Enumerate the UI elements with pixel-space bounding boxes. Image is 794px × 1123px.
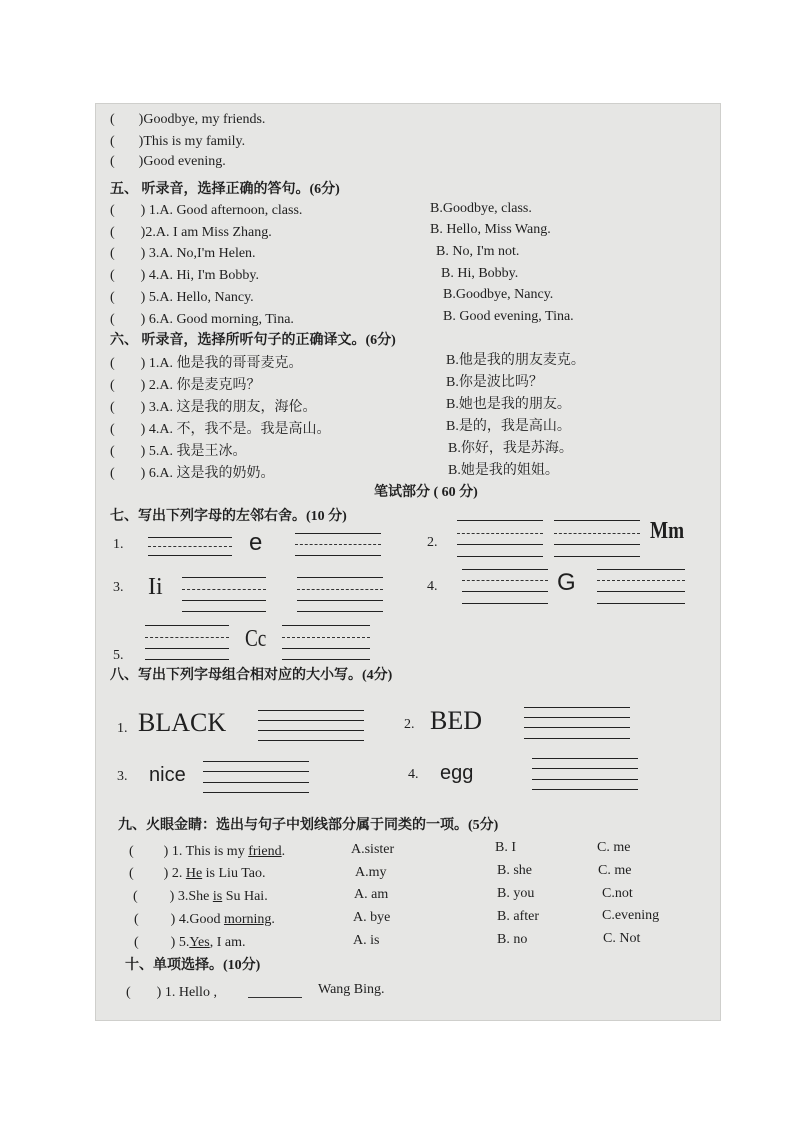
writing-line	[203, 761, 309, 762]
sec5-item-3-b: B. No, I'm not.	[436, 244, 520, 259]
sec6-item-4-a: ( ) 4.A. 不，我不是。我是高山。	[110, 422, 331, 437]
sec5-item-4-a: ( ) 4.A. Hi, I'm Bobby.	[110, 268, 259, 283]
writing-line	[597, 603, 685, 604]
writing-line	[295, 533, 381, 534]
sec9-item-1: ( ) 1. This is my friend.	[129, 844, 286, 859]
top-item-3: ( )Good evening.	[110, 154, 226, 169]
sec7-num-1: 1.	[113, 537, 124, 552]
writing-line	[554, 544, 640, 545]
writing-line	[462, 591, 548, 592]
writing-line	[258, 740, 364, 741]
sec7-num-4: 4.	[427, 579, 438, 594]
writing-line	[148, 555, 232, 556]
sec9-item-3: ( ) 3.She is Su Hai.	[133, 889, 268, 904]
sec10-question-1-end: Wang Bing.	[318, 982, 385, 997]
sec6-item-2-b: B.你是波比吗？	[446, 375, 543, 390]
sec10-question-1: ( ) 1. Hello ,	[126, 985, 217, 1000]
sec9-item-4-c: C.evening	[602, 908, 660, 923]
sec7-num-2: 2.	[427, 535, 438, 550]
sec6-item-6-a: ( ) 6.A. 这是我的奶奶。	[110, 466, 275, 481]
writing-line	[282, 625, 370, 626]
sec5-item-1-a: ( ) 1.A. Good afternoon, class.	[110, 203, 303, 218]
writing-line	[532, 758, 638, 759]
sec5-item-3-a: ( ) 3.A. No,I'm Helen.	[110, 246, 256, 261]
sec7-letter-3: Ii	[148, 574, 163, 600]
writing-line	[145, 659, 229, 660]
writing-dashed-line	[148, 546, 232, 547]
top-item-2: ( )This is my family.	[110, 134, 246, 149]
sec9-item-1-a: A.sister	[351, 842, 395, 857]
sec8-num-4: 4.	[408, 767, 419, 782]
sec9-item-3-b: B. you	[497, 886, 535, 901]
writing-dashed-line	[597, 580, 685, 581]
sec5-item-5-b: B.Goodbye, Nancy.	[443, 287, 554, 302]
writing-dashed-line	[554, 533, 640, 534]
sec9-item-4-a: A. bye	[353, 910, 391, 925]
sec9-item-2-a: A.my	[355, 865, 387, 880]
writing-line	[462, 569, 548, 570]
writing-line	[524, 738, 630, 739]
writing-line	[258, 720, 364, 721]
sec9-item-2-b: B. she	[497, 863, 532, 878]
sec9-item-5-c: C. Not	[603, 931, 641, 946]
writing-line	[203, 792, 309, 793]
writing-line	[145, 648, 229, 649]
sec5-item-6-b: B. Good evening, Tina.	[443, 309, 574, 324]
sec5-item-1-b: B.Goodbye, class.	[430, 201, 532, 216]
sec7-num-3: 3.	[113, 580, 124, 595]
writing-line	[532, 779, 638, 780]
sec6-item-5-a: ( ) 5.A. 我是王冰。	[110, 444, 247, 459]
writing-line	[282, 659, 370, 660]
sec9-item-1-b: B. I	[495, 840, 516, 855]
writing-line	[297, 577, 383, 578]
writing-line	[524, 717, 630, 718]
sec8-word-1: BLACK	[138, 708, 227, 737]
sec9-item-5-b: B. no	[497, 932, 528, 947]
writing-line	[532, 768, 638, 769]
sec7-letter-1: e	[249, 529, 263, 556]
sec9-item-5: ( ) 5.Yes, I am.	[134, 935, 246, 950]
sec9-item-2: ( ) 2. He is Liu Tao.	[129, 866, 266, 881]
sec5-item-4-b: B. Hi, Bobby.	[441, 266, 519, 281]
section-6-title: 六、 听录音，选择所听句子的正确译文。(6分)	[110, 333, 396, 348]
section-8-title: 八、写出下列字母组合相对应的大小写。(4分)	[110, 668, 393, 683]
sec6-item-4-b: B.是的，我是高山。	[446, 419, 571, 434]
writing-line	[145, 625, 229, 626]
writing-line	[297, 611, 383, 612]
section-7-title: 七、写出下列字母的左邻右舍。(10 分)	[110, 509, 347, 524]
sec7-letter-5: Cc	[245, 626, 267, 652]
writing-line	[532, 789, 638, 790]
sec8-word-2: BED	[430, 706, 482, 735]
sec9-item-5-a: A. is	[353, 933, 380, 948]
sec9-item-3-c: C.not	[602, 886, 633, 901]
sec9-item-3-a: A. am	[354, 887, 389, 902]
section-5-title: 五、 听录音，选择正确的答句。(6分)	[110, 182, 340, 197]
sec7-num-5: 5.	[113, 648, 124, 663]
writing-line	[554, 520, 640, 521]
sec6-item-2-a: ( ) 2.A. 你是麦克吗？	[110, 378, 261, 393]
sec7-letter-4: G	[557, 569, 576, 596]
sec7-letter-2: Mm	[650, 518, 685, 544]
writing-dashed-line	[182, 589, 266, 590]
top-item-1: ( )Goodbye, my friends.	[110, 112, 266, 127]
sec8-word-4: egg	[440, 762, 474, 784]
writing-dashed-line	[282, 637, 370, 638]
sec6-item-1-b: B.他是我的朋友麦克。	[446, 353, 585, 368]
sec8-num-1: 1.	[117, 721, 128, 736]
sec6-item-6-b: B.她是我的姐姐。	[448, 463, 559, 478]
sec5-item-6-a: ( ) 6.A. Good morning, Tina.	[110, 312, 294, 327]
writing-line	[597, 591, 685, 592]
writing-line	[457, 556, 543, 557]
sec5-item-2-a: ( )2.A. I am Miss Zhang.	[110, 225, 272, 240]
writing-line	[457, 544, 543, 545]
answer-blank[interactable]	[248, 997, 302, 998]
writing-line	[182, 611, 266, 612]
sec9-item-4-b: B. after	[497, 909, 539, 924]
sec5-item-5-a: ( ) 5.A. Hello, Nancy.	[110, 290, 254, 305]
sec9-item-2-c: C. me	[598, 863, 632, 878]
sec9-item-4: ( ) 4.Good morning.	[134, 912, 275, 927]
sec6-item-3-a: ( ) 3.A. 这是我的朋友，海伦。	[110, 400, 317, 415]
writing-line	[457, 520, 543, 521]
sec5-item-2-b: B. Hello, Miss Wang.	[430, 222, 551, 237]
sec6-item-5-b: B.你好，我是苏海。	[448, 441, 573, 456]
sec6-item-1-a: ( ) 1.A. 他是我的哥哥麦克。	[110, 356, 303, 371]
writing-line	[462, 603, 548, 604]
sec8-word-3: nice	[149, 764, 186, 786]
sec8-num-2: 2.	[404, 717, 415, 732]
written-part-title: 笔试部分 ( 60 分)	[374, 485, 478, 500]
writing-line	[297, 600, 383, 601]
sec8-num-3: 3.	[117, 769, 128, 784]
writing-dashed-line	[457, 533, 543, 534]
writing-line	[597, 569, 685, 570]
writing-dashed-line	[462, 580, 548, 581]
writing-line	[182, 600, 266, 601]
writing-line	[148, 537, 232, 538]
writing-line	[203, 782, 309, 783]
sec9-item-1-c: C. me	[597, 840, 631, 855]
sec6-item-3-b: B.她也是我的朋友。	[446, 397, 571, 412]
writing-line	[554, 556, 640, 557]
writing-dashed-line	[297, 589, 383, 590]
section-10-title: 十、单项选择。(10分)	[125, 958, 261, 973]
writing-line	[182, 577, 266, 578]
writing-line	[524, 707, 630, 708]
writing-line	[282, 648, 370, 649]
section-9-title: 九、火眼金睛：选出与句子中划线部分属于同类的一项。(5分)	[118, 818, 499, 833]
writing-line	[203, 771, 309, 772]
writing-dashed-line	[295, 544, 381, 545]
writing-line	[295, 555, 381, 556]
writing-line	[258, 710, 364, 711]
writing-line	[258, 730, 364, 731]
writing-line	[524, 727, 630, 728]
writing-dashed-line	[145, 637, 229, 638]
